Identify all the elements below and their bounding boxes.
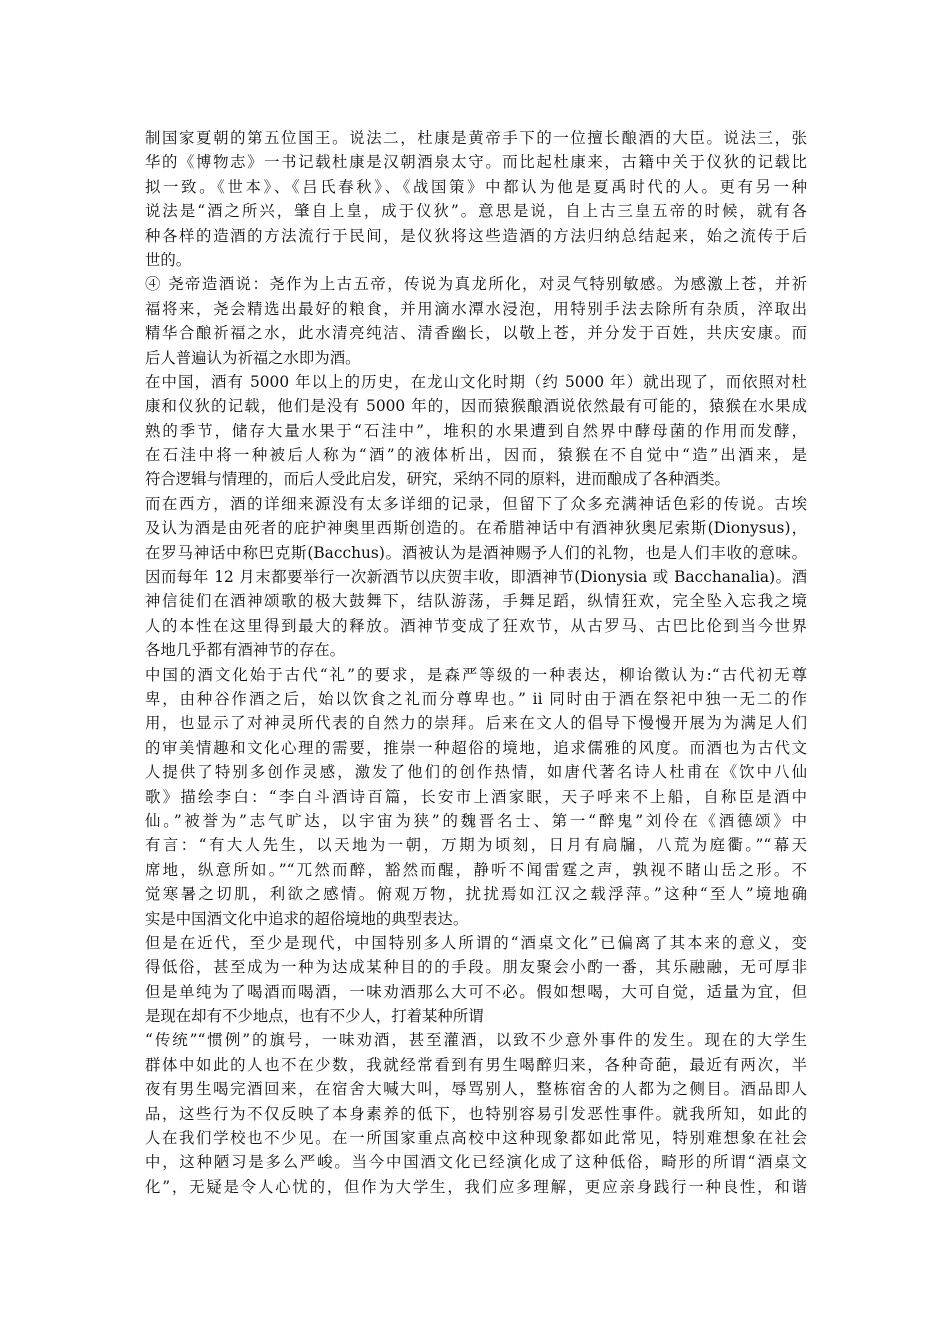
text-line: 中，这种陋习是多么严峻。当今中国酒文化已经演化成了这种低俗，畸形的所谓“酒桌文: [145, 1153, 807, 1172]
text-line: 世的。: [145, 250, 192, 269]
text-line: 人提供了特别多创作灵感，激发了他们的创作热情，如唐代著名诗人杜甫在《饮中八仙: [145, 763, 807, 782]
text-line: 品，这些行为不仅反映了本身素养的低下，也特别容易引发恶性事件。就我所知，如此的: [145, 1104, 807, 1123]
text-line: 群体中如此的人也不在少数，我就经常看到有男生喝醉归来，各种奇葩，最近有两次，半: [145, 1055, 807, 1074]
text-line: 种各样的造酒的方法流行于民间，是仪狄将这些造酒的方法归纳总结起来，始之流传于后: [145, 226, 807, 245]
text-line: 后人普遍认为祈福之水即为酒。: [145, 348, 361, 367]
text-line: 的审美情趣和文化心理的需要，推崇一种超俗的境地，追求儒雅的风度。而酒也为古代文: [145, 738, 807, 757]
text-line: 因而每年 12 月末都要举行一次新酒节以庆贺丰收，即酒神节(Dionysia 或 Bacchanalia)。酒: [145, 568, 807, 587]
text-line: 实是中国酒文化中追求的超俗境地的典型表达。: [145, 909, 469, 928]
text-line: 仙。”被誉为”志气旷达，以宇宙为狭”的魏晋名士、第一“醉鬼”刘伶在《酒德颂》中: [145, 811, 807, 830]
text-line: 在中国，酒有 5000 年以上的历史，在龙山文化时期（约 5000 年）就出现了，而依照对杜: [145, 372, 807, 391]
text-line: 席地，纵意所如。”“兀然而醉，豁然而醒，静听不闻雷霆之声，孰视不睹山岳之形。不: [145, 860, 807, 879]
text-line: 而在西方，酒的详细来源没有太多详细的记录，但留下了众多充满神话色彩的传说。古埃: [145, 494, 807, 513]
text-line: 福将来，尧会精选出最好的粮食，并用滴水潭水浸泡，用特别手法去除所有杂质，淬取出: [145, 299, 807, 318]
text-line: 康和仪狄的记载，他们是没有 5000 年的，因而猿猴酿酒说依然最有可能的，猿猴在水果成: [145, 397, 807, 416]
text-line: 得低俗，甚至成为一种为达成某种目的的手段。朋友聚会小酌一番，其乐融融，无可厚非: [145, 958, 807, 977]
text-line: 熟的季节，储存大量水果于“石洼中”，堆积的水果遭到自然界中酵母菌的作用而发酵，: [145, 421, 807, 440]
text-line: 化”，无疑是令人心忧的，但作为大学生，我们应多理解，更应亲身践行一种良性，和谐: [145, 1177, 807, 1196]
text-line: 及认为酒是由死者的庇护神奥里西斯创造的。在希腊神话中有酒神狄奥尼索斯(Dionysus)，: [145, 519, 807, 538]
text-line: 精华合酿祈福之水，此水清亮纯洁、清香幽长，以敬上苍，并分发于百姓，共庆安康。而: [145, 324, 807, 343]
text-line: 神信徒们在酒神颂歌的极大鼓舞下，结队游荡，手舞足蹈，纵情狂欢，完全坠入忘我之境: [145, 592, 807, 611]
text-line: 有言：“有大人先生，以天地为一朝，万期为顷刻，日月有扃牖，八荒为庭衢。”“幕天: [145, 836, 807, 855]
text-line: 制国家夏朝的第五位国王。说法二，杜康是黄帝手下的一位擅长酿酒的大臣。说法三，张: [145, 129, 807, 147]
text-line: 用，也显示了对神灵所代表的自然力的崇拜。后来在文人的倡导下慢慢开展为为满足人们: [145, 714, 807, 733]
document-body-text: [145, 126, 807, 1199]
text-line: 各地几乎都有酒神节的存在。: [145, 641, 346, 660]
text-line: 是现在却有不少地点，也有不少人，打着某种所谓: [145, 1007, 484, 1026]
text-line: 中国的酒文化始于古代“礼”的要求，是森严等级的一种表达，柳诒徵认为:“古代初无尊: [145, 665, 807, 684]
text-line: 在罗马神话中称巴克斯(Bacchus)。酒被认为是酒神赐予人们的礼物，也是人们丰收的意味。: [145, 543, 807, 562]
text-line: 卑，由种谷作酒之后，始以饮食之礼而分尊卑也。” ii 同时由于酒在祭祀中独一无二的作: [145, 689, 807, 708]
text-line: 人在我们学校也不少见。在一所国家重点高校中这种现象都如此常见，特别难想象在社会: [145, 1129, 807, 1148]
text-line: “传统”“惯例”的旗号，一味劝酒，甚至灌酒，以致不少意外事件的发生。现在的大学生: [145, 1031, 807, 1050]
text-line: 但是在近代，至少是现代，中国特别多人所谓的“酒桌文化”已偏离了其本来的意义，变: [145, 933, 807, 952]
text-line: 觉寒暑之切肌，利欲之感情。俯观万物，扰扰焉如江汉之载浮萍。”这种“至人”境地确: [145, 885, 807, 904]
text-line: 在石洼中将一种被后人称为“酒”的液体析出，因而，猿猴在不自觉中“造”出酒来，是: [145, 446, 807, 465]
text-line: 符合逻辑与情理的，而后人受此启发，研究，采纳不同的原料，进而酿成了各种酒类。: [145, 470, 730, 489]
text-line: 人的本性在这里得到最大的释放。酒神节变成了狂欢节，从古罗马、古巴比伦到当今世界: [145, 616, 807, 635]
text-line: ④ 尧帝造酒说：尧作为上古五帝，传说为真龙所化，对灵气特别敏感。为感激上苍，并祈: [145, 275, 807, 294]
text-line: 拟一致。《世本》、《吕氏春秋》、《战国策》中都认为他是夏禹时代的人。更有另一种: [145, 177, 807, 196]
text-line: 但是单纯为了喝酒而喝酒，一味劝酒那么大可不必。假如想喝，大可自觉，适量为宜，但: [145, 982, 807, 1001]
text-line: 歌》描绘李白：“李白斗酒诗百篇，长安市上酒家眠，天子呼来不上船，自称臣是酒中: [145, 787, 807, 806]
text-line: 华的《博物志》一书记载杜康是汉朝酒泉太守。而比起杜康来，古籍中关于仪狄的记载比: [145, 153, 807, 172]
text-line: 说法是“酒之所兴，肇自上皇，成于仪狄”。意思是说，自上古三皇五帝的时候，就有各: [145, 202, 807, 221]
text-line: 夜有男生喝完酒回来，在宿舍大喊大叫，辱骂别人，整栋宿舍的人都为之侧目。酒品即人: [145, 1080, 807, 1099]
